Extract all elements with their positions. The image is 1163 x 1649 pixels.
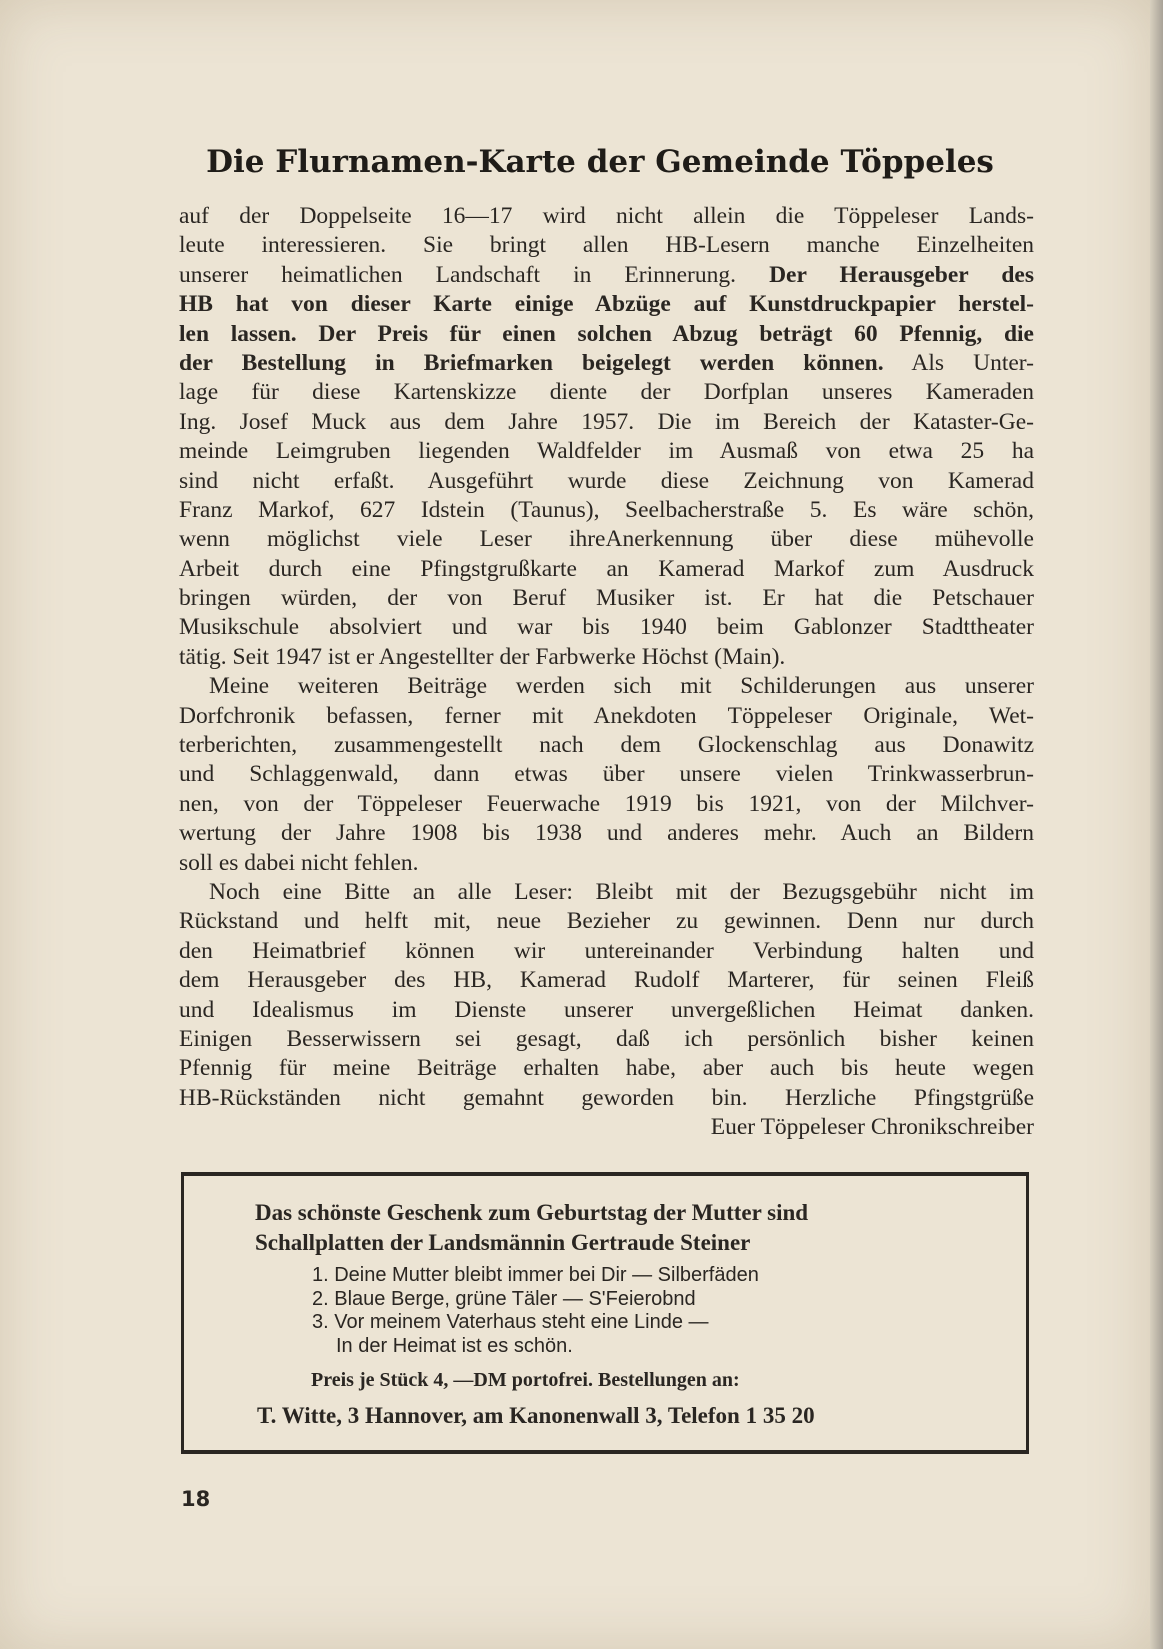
- article-line: wertung der Jahre 1908 bis 1938 und anderes mehr. Auch an Bildern: [179, 820, 1034, 847]
- article-line: meinde Leimgruben liegenden Waldfelder im Ausmaß von etwa 25 ha: [179, 438, 1034, 465]
- article-line: [179, 261, 1034, 290]
- record-list-item: 3. Vor meinem Vaterhaus steht eine Linde —: [312, 1311, 709, 1333]
- article-line: bringen würden, der von Beruf Musiker ist. Er hat die Petschauer: [179, 585, 1034, 612]
- article-line: den Heimatbrief können wir untereinander Verbindung halten und: [179, 937, 1034, 964]
- article-line: Pfennig für meine Beiträge erhalten habe, aber auch bis heute wegen: [179, 1055, 1034, 1082]
- article-title: Die Flurnamen-Karte der Gemeinde Töppeles: [206, 144, 994, 180]
- article-line: Franz Markof, 627 Idstein (Taunus), Seelbacherstraße 5. Es wäre schön,: [179, 496, 1034, 523]
- article-line-part-bold: Der Herausgeber des: [769, 261, 1035, 288]
- article-line-part: unserer heimatlichen Landschaft in Erinnerung.: [179, 261, 736, 288]
- article-signature: Euer Töppeleser Chronikschreiber: [710, 1114, 1034, 1141]
- article-line: Noch eine Bitte an alle Leser: Bleibt mit der Bezugsgebühr nicht im: [209, 878, 1034, 905]
- article-line: HB hat von dieser Karte einige Abzüge auf Kunstdruckpapier herstel-: [179, 291, 1034, 318]
- article-line: sind nicht erfaßt. Ausgeführt wurde diese Zeichnung von Kamerad: [179, 467, 1034, 494]
- article-line: nen, von der Töppeleser Feuerwache 1919 bis 1921, von der Milchver-: [179, 790, 1034, 817]
- advertisement-address: T. Witte, 3 Hannover, am Kanonenwall 3, Telefon 1 35 20: [257, 1403, 815, 1428]
- article-line: Einigen Besserwissern sei gesagt, daß ich persönlich bisher keinen: [179, 1025, 1034, 1052]
- article-line: wenn möglichst viele Leser ihreAnerkennung über diese mühevolle: [179, 526, 1034, 553]
- article-body: [179, 202, 1034, 1143]
- article-line: Dorfchronik befassen, ferner mit Anekdoten Töppeleser Originale, Wet-: [179, 702, 1034, 729]
- article-line: und Idealismus im Dienste unserer unvergeßlichen Heimat danken.: [179, 996, 1034, 1023]
- advertisement-price: Preis je Stück 4, —DM portofrei. Bestellungen an:: [311, 1369, 740, 1391]
- article-line: Rückstand und helft mit, neue Bezieher zu gewinnen. Denn nur durch: [179, 908, 1034, 935]
- advertisement-heading-line: Schallplatten der Landsmännin Gertraude Steiner: [255, 1230, 751, 1255]
- record-list-item: In der Heimat ist es schön.: [336, 1334, 573, 1357]
- article-line: soll es dabei nicht fehlen.: [179, 849, 419, 876]
- article-line: Meine weiteren Beiträge werden sich mit Schilderungen aus unserer: [209, 673, 1034, 700]
- article-line: dem Herausgeber des HB, Kamerad Rudolf Marterer, für seinen Fleiß: [179, 967, 1034, 994]
- page-number: 18: [181, 1487, 211, 1511]
- article-line: und Schlaggenwald, dann etwas über unsere vielen Trinkwasserbrun-: [179, 761, 1034, 788]
- article-line: terberichten, zusammengestellt nach dem Glockenschlag aus Donawitz: [179, 732, 1034, 759]
- advertisement-heading-line: Das schönste Geschenk zum Geburtstag der Mutter sind: [255, 1200, 809, 1225]
- article-line: tätig. Seit 1947 ist er Angestellter der Farbwerke Höchst (Main).: [179, 643, 786, 670]
- article-line: auf der Doppelseite 16—17 wird nicht allein die Töppeleser Lands-: [179, 203, 1034, 229]
- article-line-part: Als Unter-: [911, 349, 1034, 376]
- article-line: [179, 349, 1034, 378]
- advertisement-box: [181, 1172, 1029, 1454]
- record-list-item: 1. Deine Mutter bleibt immer bei Dir — Silberfäden: [312, 1264, 759, 1286]
- article-line-part-bold: der Bestellung in Briefmarken beigelegt werden können.: [179, 349, 884, 376]
- article-line: Arbeit durch eine Pfingstgrußkarte an Kamerad Markof zum Ausdruck: [179, 555, 1034, 582]
- record-list-item: 2. Blaue Berge, grüne Täler — S'Feierobnd: [312, 1287, 696, 1310]
- article-line: leute interessieren. Sie bringt allen HB-Lesern manche Einzelheiten: [179, 232, 1034, 259]
- advertisement-heading: [255, 1198, 808, 1258]
- article-line: Ing. Josef Muck aus dem Jahre 1957. Die im Bereich der Kataster-Ge-: [179, 408, 1034, 435]
- article-line: HB-Rückständen nicht gemahnt geworden bin. Herzliche Pfingstgrüße: [179, 1084, 1034, 1111]
- page-edge: [1150, 0, 1163, 1649]
- record-list: [312, 1264, 759, 1358]
- article-line: len lassen. Der Preis für einen solchen Abzug beträgt 60 Pfennig, die: [179, 320, 1034, 347]
- article-line: Musikschule absolviert und war bis 1940 beim Gablonzer Stadttheater: [179, 614, 1034, 641]
- article-line: lage für diese Kartenskizze diente der Dorfplan unseres Kameraden: [179, 379, 1034, 406]
